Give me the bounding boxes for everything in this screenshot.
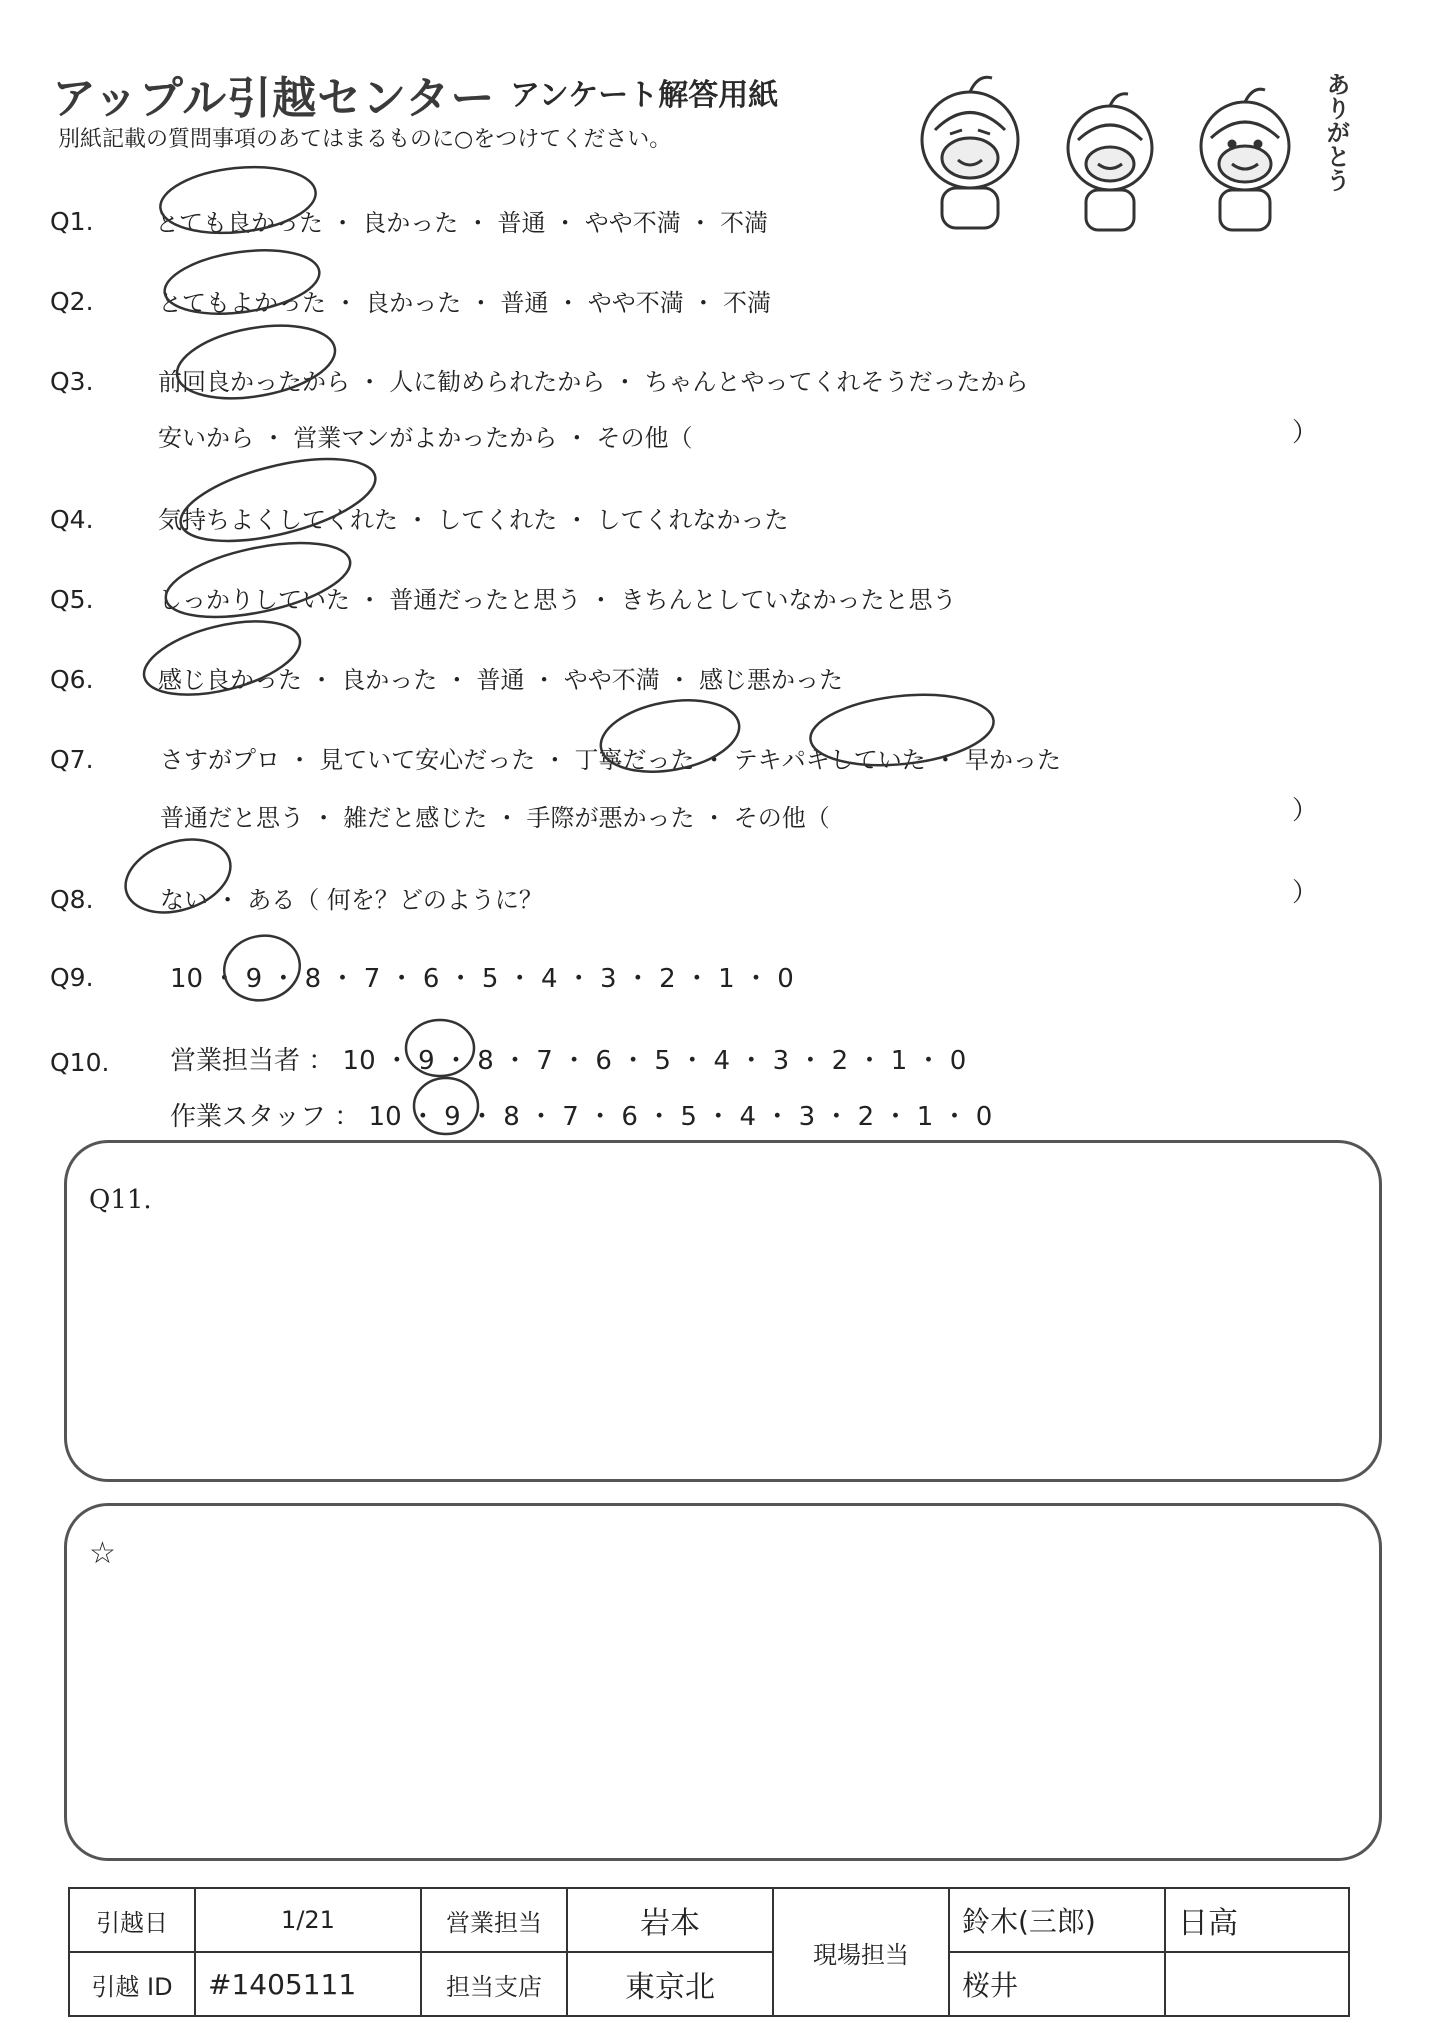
empty-cell [1165, 1952, 1349, 2016]
q9-label: Q9. [50, 963, 94, 992]
q11-comment-box[interactable] [64, 1140, 1382, 1482]
sales-rep-value[interactable]: 岩本 [567, 1888, 773, 1952]
q4-label: Q4. [50, 505, 94, 534]
branch-label: 担当支店 [421, 1952, 567, 2016]
site-staff-2[interactable]: 日高 [1165, 1888, 1349, 1952]
q7-options-line1[interactable]: さすがプロ ・ 見ていて安心だった ・ 丁寧だった ・ テキパキしていた ・ 早かった [160, 746, 1062, 774]
q7-answer-circle-b [807, 687, 997, 774]
move-date-value[interactable]: 1/21 [195, 1888, 421, 1952]
footer-info-table [68, 1887, 1350, 2017]
q8-label: Q8. [50, 885, 94, 914]
q6-options[interactable]: 感じ良かった ・ 良かった ・ 普通 ・ やや不満 ・ 感じ悪かった [158, 666, 844, 694]
q3-options-line2[interactable]: 安いから ・ 営業マンがよかったから ・ その他（ [158, 424, 693, 452]
move-id-value[interactable]: #1405111 [195, 1952, 421, 2016]
company-title: アップル引越センター [52, 73, 496, 124]
q11-label: Q11. [89, 1185, 152, 1215]
q7-options-line2[interactable]: 普通だと思う ・ 雑だと感じた ・ 手際が悪かった ・ その他（ [160, 804, 830, 832]
q10-sales-scale[interactable]: 営業担当者 ： 10 ・ 9 ・ 8 ・ 7 ・ 6 ・ 5 ・ 4 ・ 3 ・ 2 ・ 1 ・ 0 [170, 1046, 967, 1076]
q10-staff-scale[interactable]: 作業スタッフ ： 10 ・ 9 ・ 8 ・ 7 ・ 6 ・ 5 ・ 4 ・ 3 ・ 2 ・ 1 ・ 0 [170, 1102, 993, 1132]
q1-label: Q1. [50, 207, 94, 236]
q3-close-paren: ） [1292, 418, 1319, 448]
q10-label: Q10. [50, 1048, 110, 1077]
q4-answer-circle [173, 443, 384, 557]
q2-options[interactable]: とてもよかった ・ 良かった ・ 普通 ・ やや不満 ・ 不満 [158, 289, 772, 317]
sales-rep-label: 営業担当 [421, 1888, 567, 1952]
q5-answer-circle [159, 529, 356, 631]
q1-options[interactable]: とても良かった ・ 良かった ・ 普通 ・ やや不満 ・ 不満 [155, 209, 769, 237]
q10-sales-answer-circle [406, 1020, 474, 1076]
star-comment-box[interactable] [64, 1503, 1382, 1861]
form-subtitle: アンケート解答用紙 [510, 78, 779, 113]
move-date-label: 引越日 [69, 1888, 195, 1952]
site-staff-3[interactable]: 桜井 [949, 1952, 1165, 2016]
q7-close-paren: ） [1292, 796, 1319, 826]
q6-label: Q6. [50, 665, 94, 694]
move-id-label: 引越 ID [69, 1952, 195, 2016]
q8-answer-circle [116, 827, 240, 925]
q9-answer-circle [218, 929, 306, 1007]
q3-label: Q3. [50, 367, 94, 396]
branch-value[interactable]: 東京北 [567, 1952, 773, 2016]
site-staff-1[interactable]: 鈴木(三郎) [949, 1888, 1165, 1952]
q2-answer-circle [161, 241, 324, 322]
q5-label: Q5. [50, 585, 94, 614]
star-label: ☆ [89, 1536, 116, 1571]
q7-answer-circle-a [595, 690, 745, 781]
q8-options[interactable]: ない ・ ある（ 何を？どのように？ [160, 886, 543, 914]
q3-answer-circle [171, 315, 340, 410]
instruction-text: 別紙記載の質問事項のあてはまるものに○をつけてください。 [58, 127, 672, 152]
site-staff-label: 現場担当 [773, 1888, 949, 2016]
q5-options[interactable]: しっかりしていた ・ 普通だったと思う ・ きちんとしていなかったと思う [158, 586, 957, 614]
q3-options-line1[interactable]: 前回良かったから ・ 人に勧められたから ・ ちゃんとやってくれそうだったから [158, 368, 1029, 396]
mascot-caption: ありがとう [1322, 72, 1350, 192]
q8-close-paren: ） [1292, 878, 1319, 908]
q2-label: Q2. [50, 287, 94, 316]
q10-staff-answer-circle [414, 1078, 478, 1134]
q1-answer-circle [157, 160, 319, 240]
q9-scale[interactable]: 10 ・ 9 ・ 8 ・ 7 ・ 6 ・ 5 ・ 4 ・ 3 ・ 2 ・ 1 ・ 0 [170, 964, 794, 994]
q7-label: Q7. [50, 745, 94, 774]
q6-answer-circle [137, 608, 308, 709]
q4-options[interactable]: 気持ちよくしてくれた ・ してくれた ・ してくれなかった [158, 506, 789, 534]
